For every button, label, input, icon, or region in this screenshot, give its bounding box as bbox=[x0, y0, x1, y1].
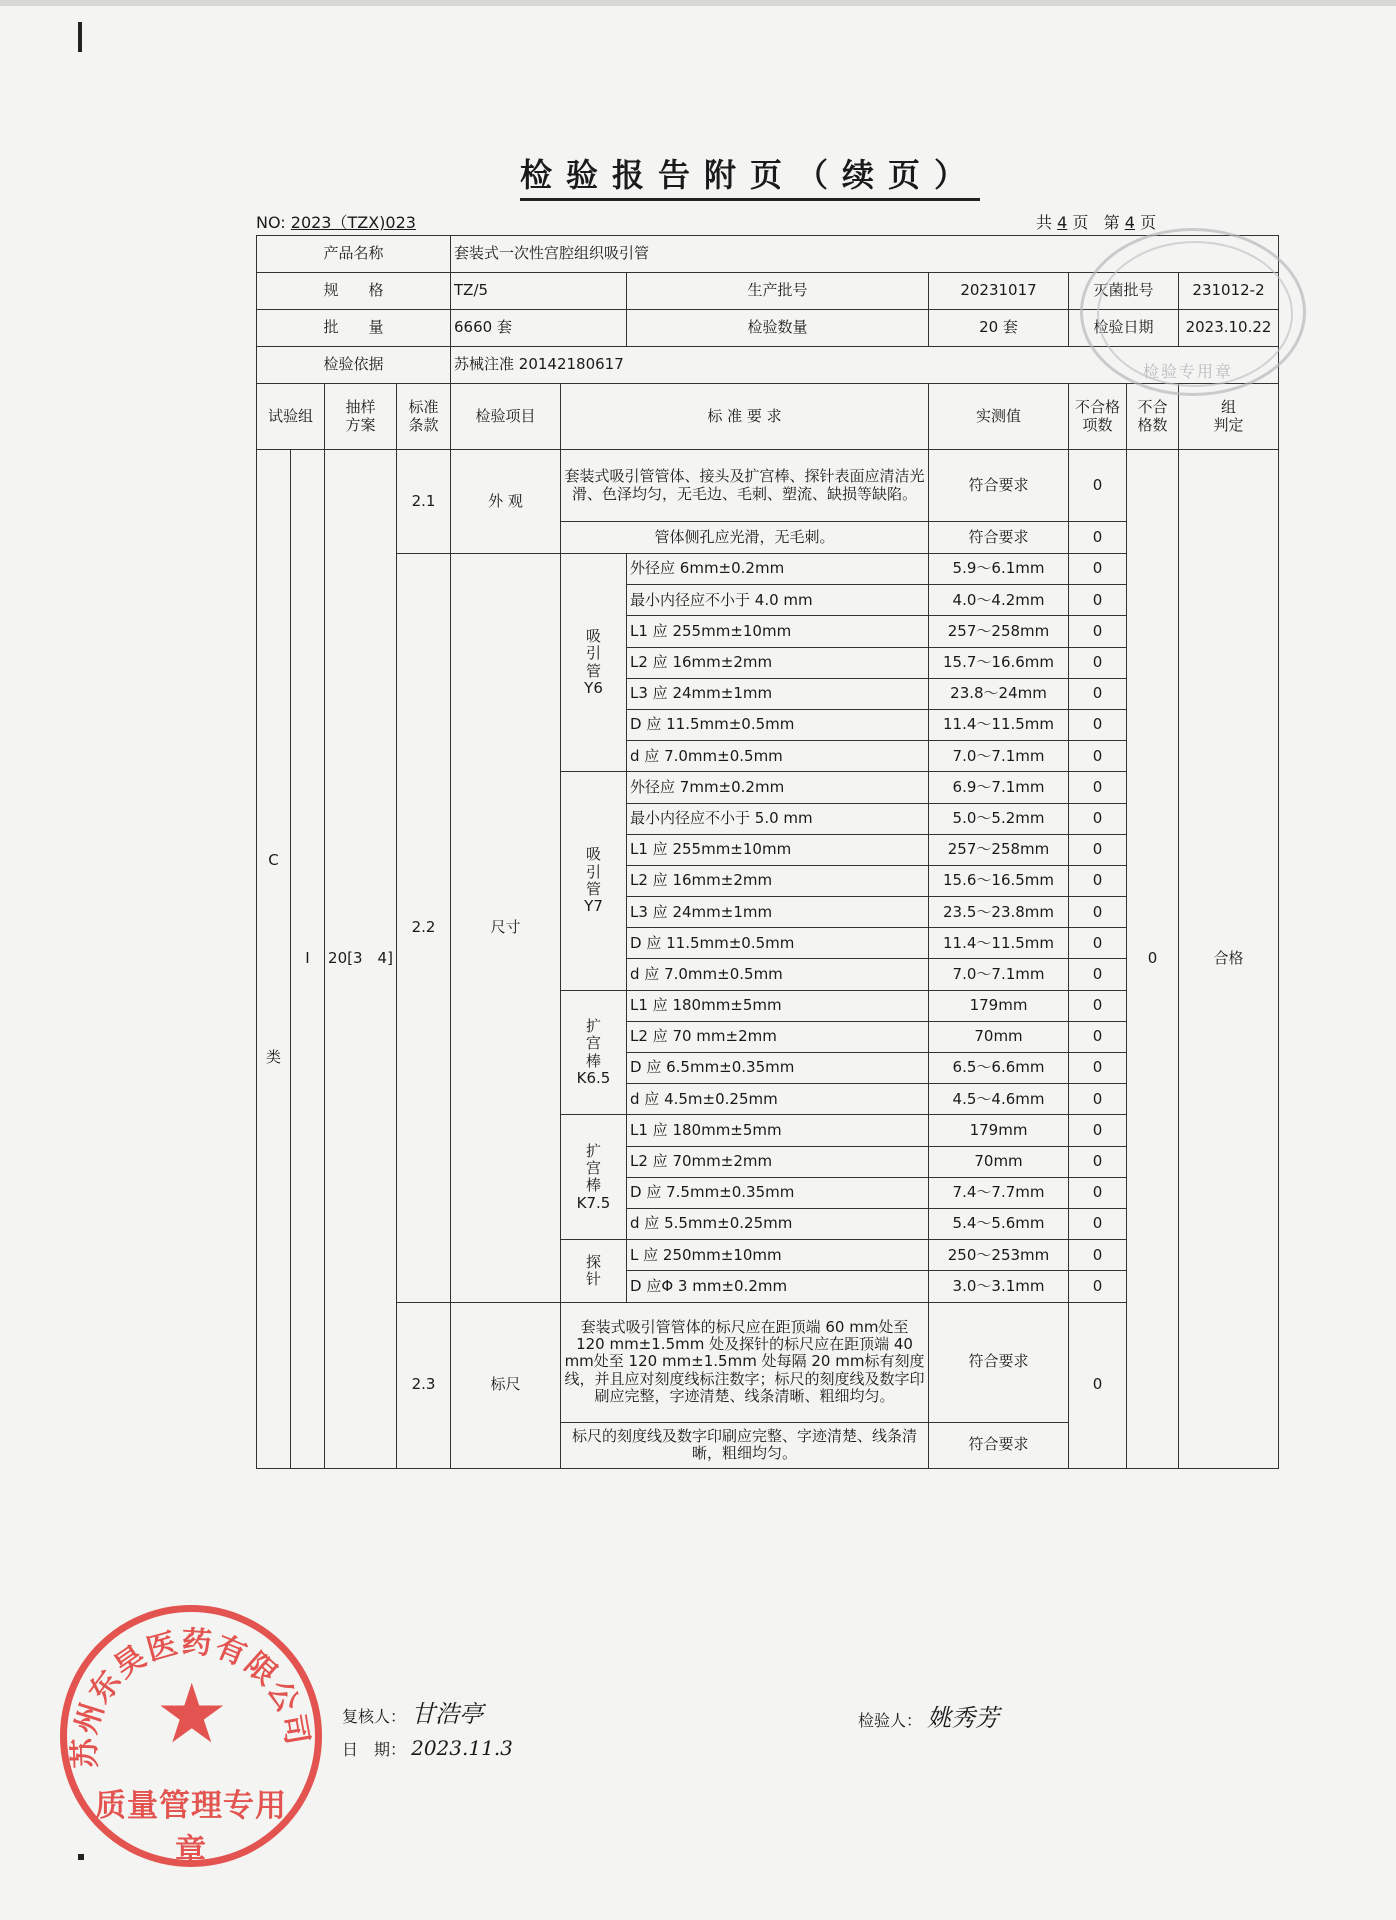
seal-star-icon: ★ bbox=[155, 1667, 229, 1762]
size-measured: 5.4～5.6mm bbox=[929, 1208, 1069, 1239]
size-requirement: d 应 4.5m±0.25mm bbox=[627, 1084, 929, 1115]
size-unq-items: 0 bbox=[1069, 554, 1127, 585]
size-measured: 6.5～6.6mm bbox=[929, 1053, 1069, 1084]
component-name-char: 棒 bbox=[586, 1176, 602, 1195]
unq-count-total: 0 bbox=[1127, 450, 1179, 1469]
appearance-clause: 2.1 bbox=[397, 450, 451, 554]
size-measured: 23.5～23.8mm bbox=[929, 897, 1069, 928]
inspector-signature: 姚秀芳 bbox=[927, 1704, 1000, 1732]
steril-batch-label: 灭菌批号 bbox=[1069, 273, 1179, 310]
size-unq-items: 0 bbox=[1069, 741, 1127, 772]
header-unq-count-1: 不合 bbox=[1137, 398, 1168, 417]
size-measured: 250～253mm bbox=[929, 1240, 1069, 1271]
size-requirement: D 应Φ 3 mm±0.2mm bbox=[627, 1271, 929, 1302]
header-unq-items bbox=[1069, 384, 1127, 450]
component-name-char: K6.5 bbox=[576, 1068, 611, 1087]
size-measured: 179mm bbox=[929, 990, 1069, 1021]
size-requirement: d 应 7.0mm±0.5mm bbox=[627, 741, 929, 772]
appearance-val-2: 符合要求 bbox=[929, 522, 1069, 554]
size-unq-items: 0 bbox=[1069, 1053, 1127, 1084]
component-name-char: Y7 bbox=[584, 897, 603, 916]
size-measured: 7.0～7.1mm bbox=[929, 959, 1069, 990]
component-name-char: 宫 bbox=[586, 1034, 602, 1053]
scale-clause: 2.3 bbox=[397, 1302, 451, 1468]
review-date-label: 日 期： bbox=[342, 1740, 407, 1759]
size-measured: 6.9～7.1mm bbox=[929, 772, 1069, 803]
inspection-level: I bbox=[291, 450, 325, 1469]
component-name-char: 引 bbox=[586, 644, 602, 663]
size-unq-items: 0 bbox=[1069, 990, 1127, 1021]
appearance-n-2: 0 bbox=[1069, 522, 1127, 554]
inspector bbox=[858, 1698, 999, 1733]
current-label: 第 bbox=[1103, 213, 1120, 232]
page-title: 检验报告附页（续页） bbox=[520, 150, 980, 201]
size-measured: 11.4～11.5mm bbox=[929, 928, 1069, 959]
steril-batch-value: 231012-2 bbox=[1179, 273, 1279, 310]
header-clause-1: 标准 bbox=[408, 398, 439, 417]
size-requirement: d 应 5.5mm±0.25mm bbox=[627, 1208, 929, 1239]
product-name-label: 产品名称 bbox=[257, 236, 451, 273]
size-measured: 4.5～4.6mm bbox=[929, 1084, 1069, 1115]
component-name-char: 针 bbox=[586, 1269, 602, 1288]
scale-unq-items: 0 bbox=[1069, 1302, 1127, 1468]
header-item: 检验项目 bbox=[451, 384, 561, 450]
class-lei: 类 bbox=[265, 1047, 281, 1066]
report-number-label: NO: bbox=[256, 213, 286, 232]
component-name bbox=[561, 772, 627, 990]
spec-label: 规 格 bbox=[257, 273, 451, 310]
component-name-char: 探 bbox=[586, 1252, 602, 1271]
size-requirement: L2 应 70mm±2mm bbox=[627, 1146, 929, 1177]
size-measured: 5.0～5.2mm bbox=[929, 803, 1069, 834]
size-clause: 2.2 bbox=[397, 554, 451, 1303]
scale-item: 标尺 bbox=[451, 1302, 561, 1468]
component-name-char: 宫 bbox=[586, 1159, 602, 1177]
spec-value: TZ/5 bbox=[451, 273, 627, 310]
size-measured: 179mm bbox=[929, 1115, 1069, 1146]
scale-val-2: 符合要求 bbox=[929, 1422, 1069, 1468]
header-unq-items-2: 项数 bbox=[1082, 415, 1113, 434]
header-sampling-1: 抽样 bbox=[345, 398, 376, 417]
report-number bbox=[256, 210, 416, 233]
size-item: 尺寸 bbox=[451, 554, 561, 1303]
size-unq-items: 0 bbox=[1069, 1021, 1127, 1052]
header-requirement: 标 准 要 求 bbox=[561, 384, 929, 450]
size-measured: 15.6～16.5mm bbox=[929, 865, 1069, 896]
seal-inner-text: 质量管理专用章 bbox=[95, 1788, 287, 1869]
component-name-char: 棒 bbox=[586, 1051, 602, 1070]
size-requirement: L1 应 255mm±10mm bbox=[627, 834, 929, 865]
scale-req-2: 标尺的刻度线及数字印刷应完整、字迹清楚、线条清晰，粗细均匀。 bbox=[561, 1422, 929, 1468]
size-unq-items: 0 bbox=[1069, 1177, 1127, 1208]
size-requirement: L2 应 70 mm±2mm bbox=[627, 1021, 929, 1052]
size-measured: 4.0～4.2mm bbox=[929, 585, 1069, 616]
size-unq-items: 0 bbox=[1069, 1271, 1127, 1302]
header-unq-items-1: 不合格 bbox=[1075, 398, 1121, 417]
size-requirement: D 应 11.5mm±0.5mm bbox=[627, 709, 929, 740]
size-measured: 257～258mm bbox=[929, 616, 1069, 647]
qty-value: 20 套 bbox=[929, 310, 1069, 347]
lot-label: 批 量 bbox=[257, 310, 451, 347]
size-measured: 23.8～24mm bbox=[929, 678, 1069, 709]
appearance-val-1: 符合要求 bbox=[929, 450, 1069, 522]
size-unq-items: 0 bbox=[1069, 865, 1127, 896]
component-name bbox=[561, 1115, 627, 1240]
appearance-row bbox=[257, 450, 1279, 522]
component-name-char: 管 bbox=[586, 661, 602, 680]
component-name-char: K7.5 bbox=[576, 1193, 611, 1212]
header-judge-2: 判定 bbox=[1213, 415, 1244, 434]
basis-label: 检验依据 bbox=[257, 347, 451, 384]
header-judge-1: 组 bbox=[1221, 398, 1237, 417]
size-measured: 257～258mm bbox=[929, 834, 1069, 865]
size-measured: 7.4～7.7mm bbox=[929, 1177, 1069, 1208]
header-sampling bbox=[325, 384, 397, 450]
date-label: 检验日期 bbox=[1069, 310, 1179, 347]
size-unq-items: 0 bbox=[1069, 1146, 1127, 1177]
component-name-char: 管 bbox=[586, 879, 602, 898]
scan-edge bbox=[0, 0, 1396, 6]
appearance-req-1: 套装式吸引管管体、接头及扩宫棒、探针表面应清洁光滑、色泽均匀，无毛边、毛刺、塑流、缺损等缺陷。 bbox=[561, 450, 929, 522]
company-seal bbox=[60, 1605, 322, 1867]
size-measured: 7.0～7.1mm bbox=[929, 741, 1069, 772]
scale-row bbox=[257, 1302, 1279, 1422]
appearance-item: 外 观 bbox=[451, 450, 561, 554]
component-name-char: 扩 bbox=[586, 1017, 602, 1035]
seal-company-name: 苏州东昊医药有限公司 bbox=[67, 1624, 315, 1769]
size-unq-items: 0 bbox=[1069, 678, 1127, 709]
size-unq-items: 0 bbox=[1069, 585, 1127, 616]
size-requirement: L3 应 24mm±1mm bbox=[627, 897, 929, 928]
size-requirement: 外径应 7mm±0.2mm bbox=[627, 772, 929, 803]
size-unq-items: 0 bbox=[1069, 1208, 1127, 1239]
prod-batch-label: 生产批号 bbox=[627, 273, 929, 310]
lot-value: 6660 套 bbox=[451, 310, 627, 347]
appearance-n-1: 0 bbox=[1069, 450, 1127, 522]
review-date-value: 2023.11.3 bbox=[411, 1736, 513, 1760]
size-unq-items: 0 bbox=[1069, 897, 1127, 928]
size-measured: 70mm bbox=[929, 1146, 1069, 1177]
scan-mark bbox=[78, 22, 82, 52]
component-name-char: 吸 bbox=[586, 627, 602, 646]
current-unit: 页 bbox=[1140, 213, 1157, 232]
scale-req-1: 套装式吸引管管体的标尺应在距顶端 60 mm处至 120 mm±1.5mm 处及探针的标尺应在距顶端 40 mm处至 120 mm±1.5mm 处每隔 20 mm标有刻度线，并且应对刻度线标注数字；标尺的刻度线及数字印刷应完整，字迹清楚、线条清晰、粗细均匀。 bbox=[561, 1302, 929, 1422]
group-judgement: 合格 bbox=[1179, 450, 1279, 1469]
size-measured: 11.4～11.5mm bbox=[929, 709, 1069, 740]
date-value: 2023.10.22 bbox=[1179, 310, 1279, 347]
component-name bbox=[561, 554, 627, 772]
component-name bbox=[561, 1240, 627, 1302]
size-unq-items: 0 bbox=[1069, 772, 1127, 803]
size-unq-items: 0 bbox=[1069, 834, 1127, 865]
scale-val-1: 符合要求 bbox=[929, 1302, 1069, 1422]
basis-value: 苏械注准 20142180617 bbox=[451, 347, 1279, 384]
current-page: 4 bbox=[1124, 213, 1135, 232]
size-requirement: D 应 7.5mm±0.35mm bbox=[627, 1177, 929, 1208]
size-requirement: L1 应 255mm±10mm bbox=[627, 616, 929, 647]
size-unq-items: 0 bbox=[1069, 1084, 1127, 1115]
header-measured: 实测值 bbox=[929, 384, 1069, 450]
page-unit: 页 bbox=[1072, 213, 1089, 232]
size-unq-items: 0 bbox=[1069, 1240, 1127, 1271]
component-name-char: 吸 bbox=[586, 845, 602, 864]
size-requirement: 最小内径应不小于 5.0 mm bbox=[627, 803, 929, 834]
reviewer-label: 复核人： bbox=[342, 1707, 407, 1726]
size-requirement: L2 应 16mm±2mm bbox=[627, 865, 929, 896]
size-measured: 70mm bbox=[929, 1021, 1069, 1052]
sampling-plan: 20[3 4] bbox=[325, 450, 397, 1469]
qty-label: 检验数量 bbox=[627, 310, 929, 347]
inspection-stamp bbox=[1080, 228, 1306, 396]
size-requirement: L1 应 180mm±5mm bbox=[627, 1115, 929, 1146]
column-header-row bbox=[257, 384, 1279, 450]
reviewer bbox=[342, 1694, 483, 1729]
size-requirement: L 应 250mm±10mm bbox=[627, 1240, 929, 1271]
size-unq-items: 0 bbox=[1069, 803, 1127, 834]
total-label: 共 bbox=[1036, 213, 1053, 232]
header-clause bbox=[397, 384, 451, 450]
test-group-class bbox=[257, 450, 291, 1469]
product-name: 套装式一次性宫腔组织吸引管 bbox=[451, 236, 1279, 273]
review-date bbox=[342, 1736, 513, 1760]
size-requirement: 最小内径应不小于 4.0 mm bbox=[627, 585, 929, 616]
inspector-label: 检验人： bbox=[858, 1711, 923, 1730]
size-measured: 3.0～3.1mm bbox=[929, 1271, 1069, 1302]
component-name bbox=[561, 990, 627, 1115]
component-name-char: Y6 bbox=[584, 678, 603, 697]
header-sampling-2: 方案 bbox=[345, 415, 376, 434]
size-requirement: D 应 6.5mm±0.35mm bbox=[627, 1053, 929, 1084]
size-unq-items: 0 bbox=[1069, 1115, 1127, 1146]
size-unq-items: 0 bbox=[1069, 647, 1127, 678]
size-row bbox=[257, 554, 1279, 585]
size-unq-items: 0 bbox=[1069, 959, 1127, 990]
class-c: C bbox=[268, 850, 279, 869]
component-name-char: 引 bbox=[586, 862, 602, 881]
size-requirement: 外径应 6mm±0.2mm bbox=[627, 554, 929, 585]
inspection-table bbox=[256, 235, 1279, 1469]
header-unq-count-2: 格数 bbox=[1137, 415, 1168, 434]
component-name-char: 扩 bbox=[586, 1141, 602, 1160]
size-unq-items: 0 bbox=[1069, 709, 1127, 740]
size-measured: 15.7～16.6mm bbox=[929, 647, 1069, 678]
size-requirement: D 应 11.5mm±0.5mm bbox=[627, 928, 929, 959]
report-number-value: 2023（TZX)023 bbox=[290, 213, 416, 232]
header-group: 试验组 bbox=[257, 384, 325, 450]
size-requirement: L3 应 24mm±1mm bbox=[627, 678, 929, 709]
size-unq-items: 0 bbox=[1069, 616, 1127, 647]
header-clause-2: 条款 bbox=[408, 415, 439, 434]
inspection-stamp-label: 检验专用章 bbox=[1143, 362, 1234, 381]
size-unq-items: 0 bbox=[1069, 928, 1127, 959]
appearance-req-2: 管体侧孔应光滑，无毛刺。 bbox=[561, 522, 929, 554]
size-requirement: d 应 7.0mm±0.5mm bbox=[627, 959, 929, 990]
size-measured: 5.9～6.1mm bbox=[929, 554, 1069, 585]
page-info bbox=[1036, 210, 1156, 233]
prod-batch-value: 20231017 bbox=[929, 273, 1069, 310]
size-requirement: L1 应 180mm±5mm bbox=[627, 990, 929, 1021]
reviewer-signature: 甘浩亭 bbox=[411, 1700, 484, 1728]
size-requirement: L2 应 16mm±2mm bbox=[627, 647, 929, 678]
total-pages: 4 bbox=[1057, 213, 1068, 232]
